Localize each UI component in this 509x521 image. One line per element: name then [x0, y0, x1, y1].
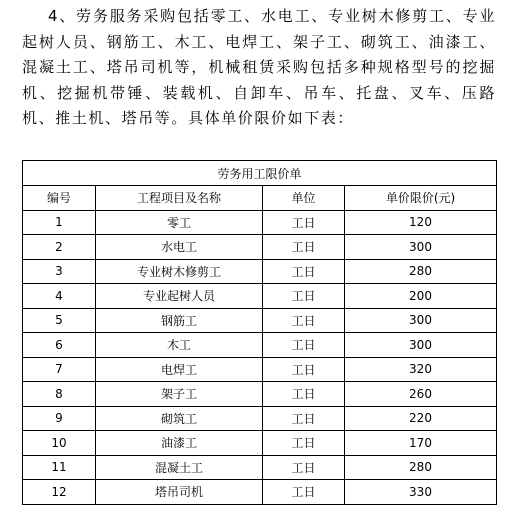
- row-unit: 工日: [263, 333, 345, 358]
- row-unit: 工日: [263, 382, 345, 407]
- row-price: 320: [345, 357, 497, 382]
- row-item-name: 混凝土工: [96, 455, 263, 480]
- row-number: 5: [23, 308, 96, 333]
- row-number: 3: [23, 259, 96, 284]
- row-item-name: 架子工: [96, 382, 263, 407]
- table-row: [23, 406, 497, 431]
- table-row: [23, 480, 497, 505]
- row-price: 220: [345, 406, 497, 431]
- row-unit: 工日: [263, 357, 345, 382]
- row-price: 280: [345, 455, 497, 480]
- header-price-limit: 单价限价(元): [345, 186, 497, 211]
- row-number: 6: [23, 333, 96, 358]
- row-unit: 工日: [263, 259, 345, 284]
- row-item-name: 木工: [96, 333, 263, 358]
- intro-paragraph: 4、劳务服务采购包括零工、水电工、专业树木修剪工、专业起树人员、钢筋工、木工、电焊工、架子工、砌筑工、油漆工、混凝土工、塔吊司机等，机械租赁采购包括多种规格型号的挖掘机、挖掘机带锤、装载机、自卸车、吊车、托盘、叉车、压路机、推土机、塔吊等。具体单价限价如下表：: [22, 7, 496, 127]
- table-title: 劳务用工限价单: [23, 161, 497, 186]
- row-number: 10: [23, 431, 96, 456]
- row-item-name: 专业起树人员: [96, 284, 263, 309]
- row-unit: 工日: [263, 235, 345, 260]
- row-price: 330: [345, 480, 497, 505]
- row-item-name: 水电工: [96, 235, 263, 260]
- table-title-row: [23, 161, 497, 186]
- row-price: 170: [345, 431, 497, 456]
- row-unit: 工日: [263, 210, 345, 235]
- table-row: [23, 308, 497, 333]
- row-price: 200: [345, 284, 497, 309]
- row-number: 4: [23, 284, 96, 309]
- table-row: [23, 333, 497, 358]
- row-number: 11: [23, 455, 96, 480]
- row-price: 280: [345, 259, 497, 284]
- row-item-name: 零工: [96, 210, 263, 235]
- row-price: 120: [345, 210, 497, 235]
- row-number: 2: [23, 235, 96, 260]
- row-number: 7: [23, 357, 96, 382]
- row-item-name: 专业树木修剪工: [96, 259, 263, 284]
- row-number: 1: [23, 210, 96, 235]
- header-item-name: 工程项目及名称: [96, 186, 263, 211]
- table-row: [23, 455, 497, 480]
- table-row: [23, 210, 497, 235]
- row-number: 9: [23, 406, 96, 431]
- row-unit: 工日: [263, 480, 345, 505]
- row-number: 12: [23, 480, 96, 505]
- row-unit: 工日: [263, 455, 345, 480]
- table-row: [23, 284, 497, 309]
- row-unit: 工日: [263, 406, 345, 431]
- table-row: [23, 357, 497, 382]
- table-row: [23, 431, 497, 456]
- table-body: [23, 210, 497, 504]
- row-item-name: 塔吊司机: [96, 480, 263, 505]
- row-unit: 工日: [263, 284, 345, 309]
- row-item-name: 钢筋工: [96, 308, 263, 333]
- row-item-name: 电焊工: [96, 357, 263, 382]
- row-price: 260: [345, 382, 497, 407]
- header-number: 编号: [23, 186, 96, 211]
- table-header-row: [23, 186, 497, 211]
- table-row: [23, 259, 497, 284]
- row-number: 8: [23, 382, 96, 407]
- row-unit: 工日: [263, 431, 345, 456]
- row-item-name: 油漆工: [96, 431, 263, 456]
- header-unit: 单位: [263, 186, 345, 211]
- labor-price-table: [22, 160, 497, 505]
- row-unit: 工日: [263, 308, 345, 333]
- row-price: 300: [345, 333, 497, 358]
- table-row: [23, 235, 497, 260]
- row-price: 300: [345, 235, 497, 260]
- row-item-name: 砌筑工: [96, 406, 263, 431]
- table-row: [23, 382, 497, 407]
- row-price: 300: [345, 308, 497, 333]
